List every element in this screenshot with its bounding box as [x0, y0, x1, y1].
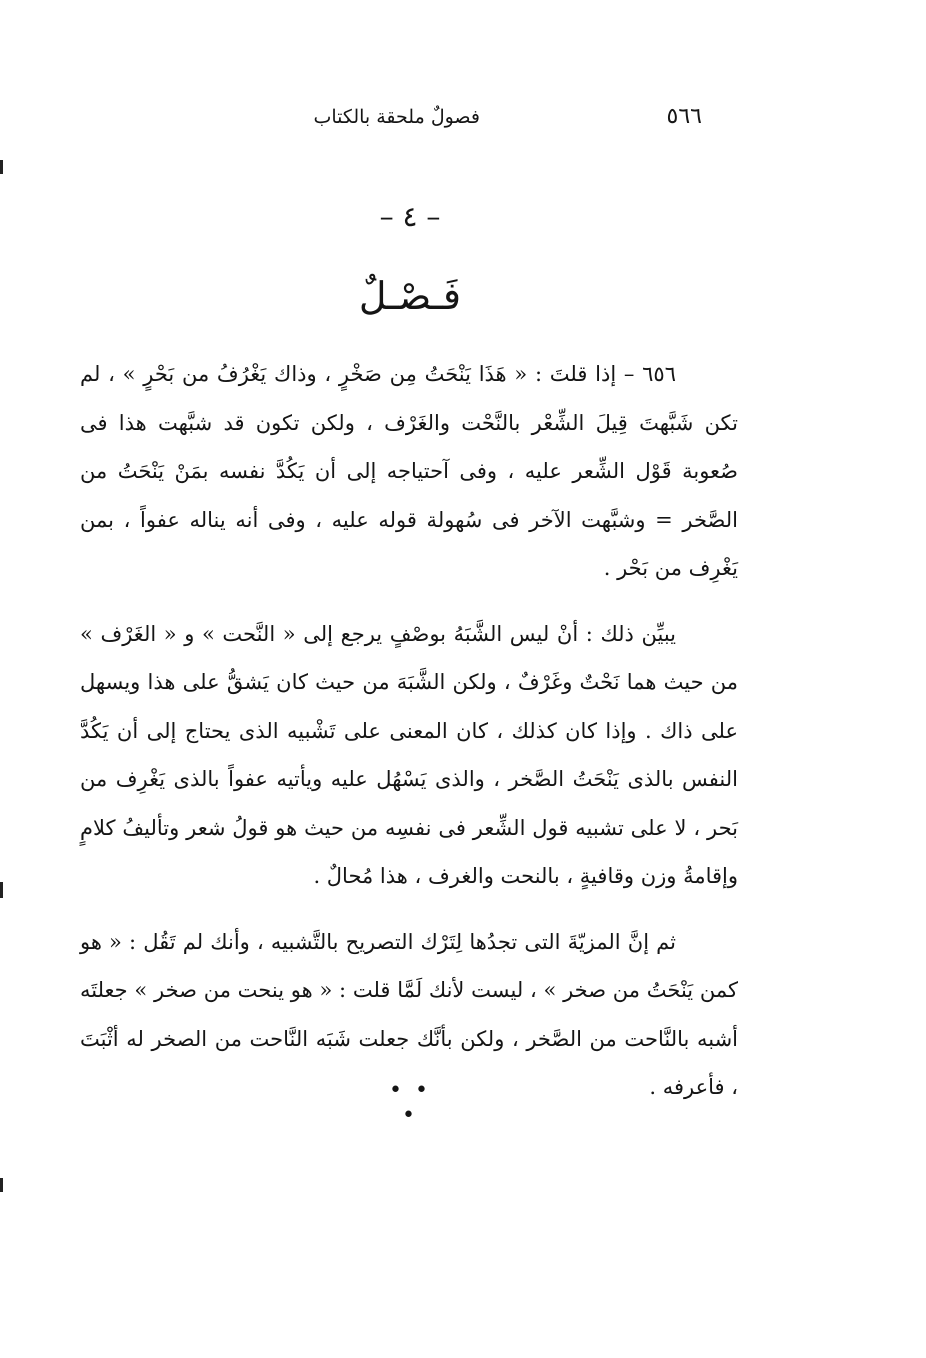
- ending-dots: • • •: [389, 1078, 431, 1128]
- running-title: فصولٌ ملحقة بالكتاب: [313, 106, 480, 128]
- scan-mark-bottom: [0, 1178, 3, 1192]
- body-text: [80, 350, 738, 1129]
- section-title: فَـصْـلٌ: [358, 274, 462, 318]
- scan-mark-middle: [0, 882, 3, 898]
- paragraph-explanation: يبيِّن ذلك : أنْ ليس الشَّبَهُ بوصْفٍ يرجع إلى « النَّحت » و « الغَرْف » من حيث هما نَحْتٌ وغَرْفٌ ، ولكن الشَّبَهَ من حيث كان يَشقُّ على هذا ويسهل على ذاك . وإذا كان كذلك ، كان المعنى على تَشْبيه الذى يحتاج إلى أن يَكُدَّ النفس بالذى يَنْحَتُ الصَّخر ، والذى يَسْهُل عليه ويأتيه عفواً بالذى يَغْرِف من بَحر ، لا على تشبيه قول الشِّعر فى نفسِه من حيث هو قولُ شعر وتأليفُ كلامٍ وإقامةُ وزن وقافيةٍ ، بالنحت والغرف ، هذا مُحالٌ .: [80, 621, 738, 888]
- paragraph-conclusion: ثم إنَّ المزيّةَ التى تجدُها لِتَرْك التصريح بالتَّشبيه ، وأنك لم تَقُل : « هو كمن يَنْحَتُ من صخر » ، ليست لأنك لَمَّا قلت : « هو ينحت من صخر » جعلتَه أشبه بالنَّاحت من الصَّخر ، ولكن بأنَّك جعلت شَبَه النَّاحت من الصخر له أثْبَتَ ، فأعرفه .: [80, 929, 738, 1099]
- section-number: – ٤ –: [379, 200, 441, 233]
- page-number: ٥٦٦: [666, 104, 702, 129]
- paragraph-656: ٦٥٦ – إذا قلتَ : « هَذَا يَنْحَتُ مِن صَخْرٍ ، وذاك يَغْرُفُ من بَحْرٍ » ، لم تكن شَبَّهتَ قِيلَ الشِّعْر بالنَّحْت والغَرْف ، ولكن تكون قد شبَّهت هذا فى صُعوبة قَوْل الشِّعر عليه ، وفى آحتياجه إلى أن يَكُدَّ نفسه بمَنْ يَنْحَتُ من الصَّخر = وشبَّهت الآخر فى سُهولة قوله عليه ، وفى أنه يناله عفواً ، بمن يَغْرِف من بَحْر .: [80, 362, 738, 580]
- running-header: [300, 104, 710, 134]
- scan-mark-top: [0, 160, 3, 174]
